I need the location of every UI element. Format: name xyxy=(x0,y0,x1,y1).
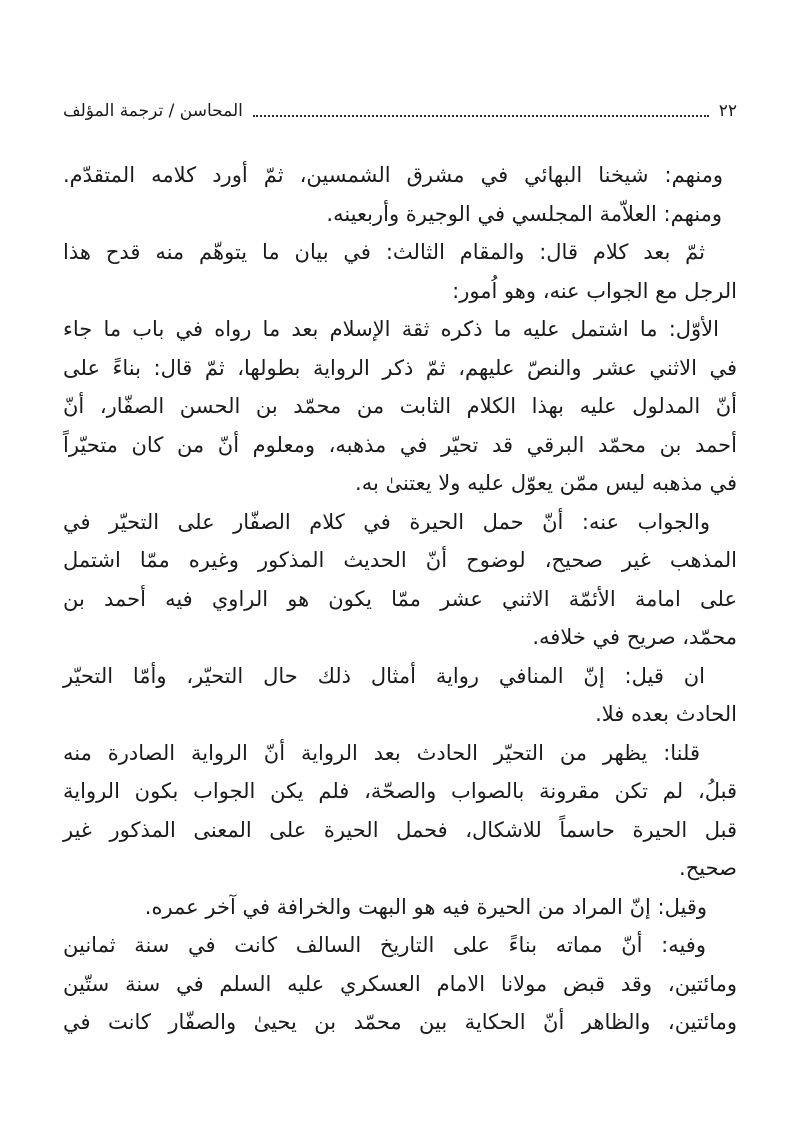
text-line: ومنهم: العلاّمة المجلسي في الوجيرة وأربعينه. xyxy=(326,201,722,226)
text-line: ثمّ بعد كلام قال: والمقام الثالث: في بيان ما يتوهّم منه قدح هذا xyxy=(63,240,705,264)
text-line: صحيح. xyxy=(679,856,737,880)
text-line: الرجل مع الجواب عنه، وهو اُمور: xyxy=(452,278,737,303)
body-text xyxy=(63,156,737,1042)
text-line: الحادث بعده فلا. xyxy=(595,702,737,726)
paragraph xyxy=(63,156,737,195)
paragraph xyxy=(63,233,737,310)
text-line: أنّ المدلول عليه بهذا الكلام الثابت من محمّد بن الحسن الصفّار، أنّ xyxy=(63,394,737,418)
paragraph xyxy=(63,888,737,927)
page-header xyxy=(63,98,737,124)
paragraph xyxy=(63,195,737,234)
text-line: المذهب غير صحيح، لوضوح أنّ الحديث المذكور وغيره ممّا اشتمل xyxy=(63,548,737,572)
text-line: على امامة الأئمّة الاثني عشر ممّا يكون هو الراوي فيه أحمد بن xyxy=(63,586,737,611)
text-line: وفيه: أنّ مماته بناءً على التاريخ السالف كانت في سنة ثمانين xyxy=(63,933,706,957)
text-line: الأوّل: ما اشتمل عليه ما ذكره ثقة الإسلام بعد ما رواه في باب ما جاء xyxy=(63,317,719,341)
text-line: أحمد بن محمّد البرقي قد تحيّر في مذهبه، ومعلوم أنّ من كان متحيّراً xyxy=(63,432,737,457)
paragraph xyxy=(63,503,737,657)
text-line: ومائتين، وقد قبض مولانا الامام العسكري عليه السلم في سنة ستّين xyxy=(63,971,737,996)
paragraph xyxy=(63,310,737,503)
text-line: ان قيل: إنّ المنافي رواية أمثال ذلك حال التحيّر، وأمّا التحيّر xyxy=(63,663,705,688)
text-line: وقيل: إنّ المراد من الحيرة فيه هو البهت والخرافة في آخر عمره. xyxy=(144,894,707,919)
text-line: قلنا: يظهر من التحيّر الحادث بعد الرواية أنّ الرواية الصادرة منه xyxy=(63,740,700,765)
text-line: ومائتين، والظاهر أنّ الحكاية بين محمّد بن يحيىٰ والصفّار كانت في xyxy=(63,1010,737,1034)
text-line: والجواب عنه: أنّ حمل الحيرة في كلام الصفّار على التحيّر في xyxy=(63,509,710,534)
dot-leader xyxy=(253,115,709,117)
paragraph xyxy=(63,734,737,888)
text-line: ومنهم: شيخنا البهائي في مشرق الشمسين، ثمّ أورد كلامه المتقدّم. xyxy=(63,163,723,187)
running-title: المحاسن / ترجمة المؤلف xyxy=(63,101,243,121)
page-number: ٢٢ xyxy=(718,101,737,121)
paragraph xyxy=(63,657,737,734)
paragraph xyxy=(63,926,737,1042)
text-line: في مذهبه ليس ممّن يعوّل عليه ولا يعتنىٰ به. xyxy=(355,471,737,495)
text-line: محمّد، صريح في خلافه. xyxy=(532,625,737,649)
text-line: قبل الحيرة حاسماً للاشكال، فحمل الحيرة على المعنى المذكور غير xyxy=(63,817,737,842)
text-line: قبلُ، لم تكن مقرونة بالصواب والصحّة، فلم يكن الجواب بكون الرواية xyxy=(63,779,737,803)
text-line: في الاثني عشر والنصّ عليهم، ثمّ ذكر الرواية بطولها، ثمّ قال: بناءً على xyxy=(63,355,737,380)
